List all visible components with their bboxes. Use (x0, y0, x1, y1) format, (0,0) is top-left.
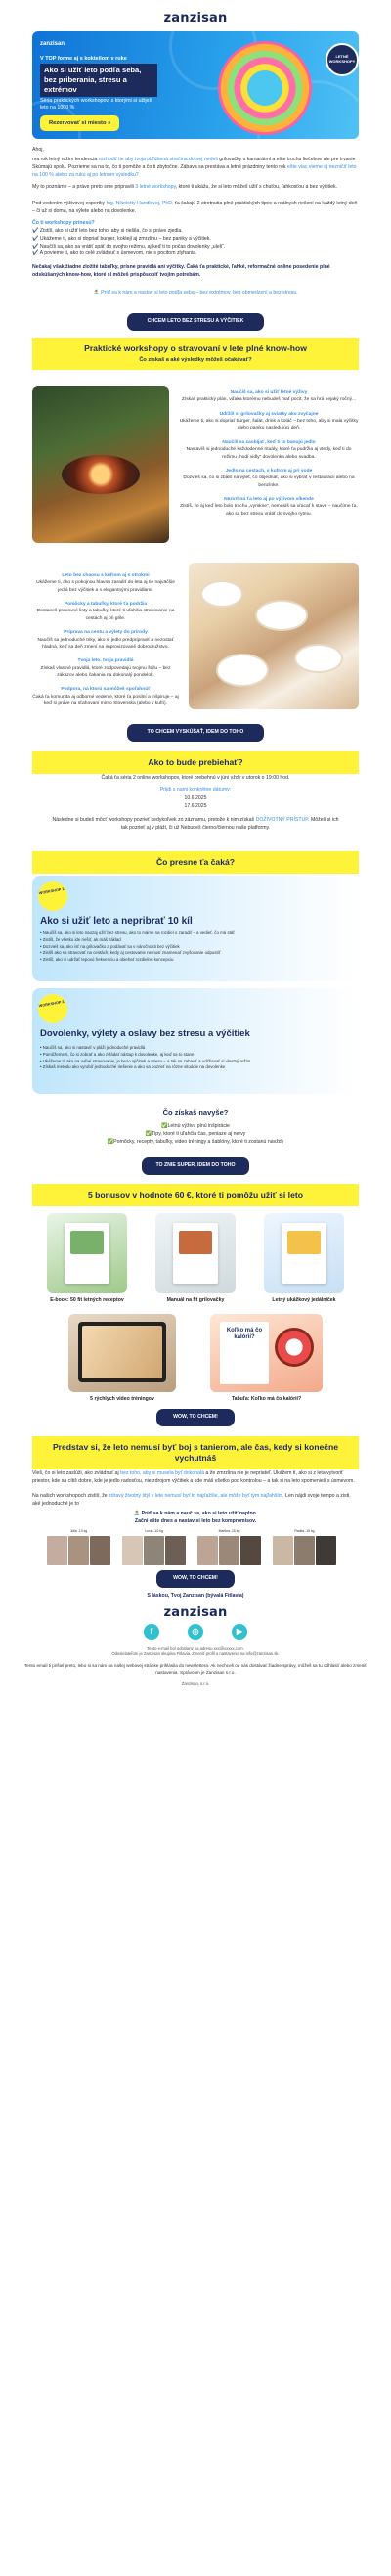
intro-link-2[interactable]: ešte viac vieme aj nezničiť leto na 100 % alebo za ruku aj po letnom výsledku? (32, 163, 357, 178)
benefit-block: Tvoja leto, tvoja pravidlá Získaš vlastné pravidlá, ktoré zodpovedajú tvojmu štýlu – bez zákazov alebo čakania na dokonalý pondelok. (40, 658, 171, 678)
bonus-caption: Letný ukážkový jedálniček (272, 1297, 336, 1303)
benefits-left-column (32, 572, 179, 714)
benefit-block: Pomôcky a tabuľky, ktoré ťa podržia Dostaneš pracovné listy a tabuľky, ktoré ti uľahčia stravovanie na cestách aj pri grile. (36, 602, 175, 621)
section-heading-workshops (32, 338, 359, 370)
schedule-text: Čaká ťa séria 2 online workshopov, ktoré prebehnú v júni vždy v utorok o 19:00 hod. (101, 775, 290, 781)
bonus-item (155, 1213, 236, 1304)
list-item: • Získaš metódu ako vyrobiť jednoduché riešenie a ako sa pozrieť na rôzne situácie na dovolenke (40, 1064, 343, 1071)
workshop-list-2 (40, 1045, 343, 1071)
expert-link[interactable]: Ing. Nikoletty Handlovej, PhD. (106, 201, 174, 206)
section-heading-schedule: Ako to bude prebiehať? (32, 751, 359, 774)
workshop-badge-2: WORKSHOP 2. (36, 992, 70, 1026)
brand-logo[interactable]: zanzisan (163, 11, 228, 25)
benefits-list (32, 228, 359, 258)
transformation-label: Martina -16 kg (218, 1529, 240, 1533)
workshop-card-1 (32, 876, 359, 981)
schedule-label: Prijdi s nami konkrétne dátumy: (159, 787, 232, 792)
intro-paragraph-3: Pod vedením výživovej expertky Ing. Nikoletty Handlovej, PhD. ťa čakajú 2 stretnutia plné praktických tipov a reálnych riešení na každý letný deň – či už si doma, na výlete alebo na dovolenke. (32, 201, 358, 214)
transformation-label: Júlia -13 kg (69, 1529, 88, 1533)
transformation-item (122, 1529, 186, 1562)
workshops-link[interactable]: 3 letné workshopy (135, 184, 176, 190)
schedule-date: 10.6.2025 (184, 795, 207, 801)
transformation-item (273, 1529, 336, 1562)
buffet-photo (189, 563, 359, 709)
footer-logo[interactable]: zanzisan (163, 1605, 228, 1620)
benefit-block: Podpora, na ktorú sa môžeš spoľahnúť Čaká ťa komunita aj odborné vedenie, ktoré ťa posilní a inšpiruje – aj keď si práve na sťahovaní mimo Slovenska (alebo v kufri). (32, 687, 179, 707)
benefit-block: Naučíš sa, ako si užiť letné výživy Získaš praktický plán, vďaka ktorému nebudeš mať pocit, že sa hrá nejaký ročný... (181, 390, 357, 403)
workshop-title-2: Dovolenky, výlety a oslavy bez stresu a výčitiek (40, 1028, 250, 1039)
grill-manual-image (155, 1213, 236, 1293)
bonus-item (210, 1314, 323, 1403)
schedule-note: Následne si budeš môcť workshopy pozrieť kedykoľvek zo záznamu, pretože k nim získaš DOŽIVOTNÝ PRÍSTUP. Môžeš si ich tak pozrieť aj v pláži, či už Nebudeš čierno/čiernou naše platformy. (52, 817, 339, 831)
benefit-item: ✔️ Naučíš sa, ako sa vrátiť späť do svojho režimu, aj keď ti to počas dovolenky „ulelí“. (32, 243, 226, 249)
list-item: • Naučíš sa, ako si leto naozaj užiť bez stresu, ako to máme na rozdiel o zaradiť – a vedieť, čo má stáť (40, 930, 343, 937)
cta-button-5[interactable]: WOW, TO CHCEM! (156, 1570, 235, 1588)
imagine-paragraph-1: Vieš, čo si leto zaslúži, ako zvládnuť aj bez toho, aby si musela byť dokonalá a že zmrzlina nie je nepriateľ. Ukážem ti, ako si z leta vytvoriť priestor, kde sa cítiš dobre, kde je jedlo radosťou, nie zdrojom výčitiek a kde máš všetko pod kontrolou – a tak si na leto spomenieš s úsmevom. (32, 1470, 355, 1484)
list-item: • Zistíš, že všetko ide riešiť, ak máš základ (40, 937, 343, 944)
list-item: • Zistíš, ako si udržať tepovú frekvenciu a obiehať rozdielnu koncepciu (40, 957, 343, 964)
benefit-block: Nezvrhnú ťa leto aj po výživom víkende Zistíš, že aj keď leto bolo trochu „vymkne“, nemusíš sa vracať k stave – naučíme ťa, ako sa bez stresu vrátiť do svojho rytmu. (180, 496, 358, 517)
grill-photo (32, 386, 169, 543)
hero-banner[interactable] (32, 31, 359, 139)
cta-button-2[interactable]: TO CHCEM VYSKÚŠAŤ, IDEM DO TOHO (127, 724, 264, 742)
intro-invite: 🏝️ Príď sa k nám a nastav si leto podľa seba – bez extrémov, bez obmedzení a bez stresu. (93, 290, 298, 295)
bonus-item (264, 1213, 344, 1304)
instagram-icon[interactable]: ◎ (188, 1624, 203, 1640)
benefit-block: Udržíš si grilovačky aj sviatky ako zvyčajne Ukážeme ti, ako si dopriať burger, šalát, drink a koláč – bez toho, aby si mala výčitky alebo paniku nasledujúci deň. (179, 411, 359, 431)
hero-brand: zanzisan (40, 41, 65, 47)
meal-plan-image (264, 1213, 344, 1293)
workshop-badge-1: WORKSHOP 1. (36, 880, 70, 914)
workshop-badge: LETNÉ WORKSHOPY (326, 43, 359, 76)
benefit-item: ✔️ Zistíš, ako si užiť leto bez toho, aby si riešila, čo si práve zjedla. (32, 228, 183, 234)
cta-button-4[interactable]: WOW, TO CHCEM! (156, 1409, 235, 1426)
video-tablet-image (68, 1314, 176, 1392)
benefit-block: Naučíš sa zaobíjať, keď ti to banujú jedlo Nastavíš si jednoduché každodenné rituály, ktoré ťa podržia aj vtedy, keď ti do režimu „hodí vidly“ dovolenka alebo svadba. (186, 439, 352, 460)
bonus-item (68, 1314, 176, 1403)
intro-link[interactable]: rozhodiť tie aby tvoja obľúbená strečina dobrej nedeli (98, 157, 218, 162)
benefit-block: Leto bez chaosu s kufrom aj s otrokmi Ukážeme ti, ako s pokojnou hlavou zaradiť do leta aj tie najväčšie jedlá bez výčitiek a s elegantnými pravidlami. (36, 573, 175, 593)
extras-list (32, 1123, 359, 1146)
intro-paragraph-2: My to poznáme – a práve preto sme pripravili 3 letné workshopy, ktoré ti ukážu, že si leto môžeš užiť s chuťou, ľahkosťou a bez výčitiek. (32, 184, 338, 190)
list-item: • Dozvieš sa, ako ísť na grilovačku a podávať sa v náročnosti bez výčitiek (40, 944, 343, 951)
section-subtitle: Čo získaš a aké výsledky môžeš očakávať? (139, 357, 252, 364)
section-heading-what: Čo presne ťa čaká? (32, 851, 359, 874)
ebook-image (47, 1213, 127, 1293)
bonus-caption: 5 rýchlych video tréningov (90, 1396, 154, 1402)
bonus-caption: Manuál na fit grilovačky (166, 1297, 225, 1303)
extras-heading: Čo získaš navyše? (162, 1108, 229, 1117)
section-title: Praktické workshopy o stravovaní v lete plné know-how (84, 343, 307, 353)
youtube-icon[interactable]: ▶ (232, 1624, 247, 1640)
lifetime-access-link[interactable]: DOŽIVOTNÝ PRÍSTUP (255, 817, 309, 823)
pool-float-image (218, 41, 312, 135)
imagine-paragraph-2: Na našich workshopoch zistíš, že zdravý životný štýl v lete nemusí byť to najťažšie, ale môže byť tým najľahším. Len nájdi svoje tempo a zisti, aké jednoduché je to (32, 1493, 351, 1507)
footer-legal: Tento email ti prišiel preto, lebo si sa nám na našej webovej stránke prihlásila do newslettera. Ak nechceš od nás dostávať žiadne správy, môžeš sa tu odhlásiť alebo zmeniť nastavenia. Správcom je Zanzisan s.r.o. (23, 1663, 368, 1675)
intro-note: Nečakaj však žiadne zložité tabuľky, prísne pravidlá ani výčitky. Čaká ťa praktické, ľahké, reformačné online posedenie plné odskúšaných know-how, ktoré si môžeš prispôsobiť tvojim potrebám. (32, 264, 330, 278)
benefit-block: Jedlo na cestach, s kufrom aj pri vode Dozvieš sa, čo si zbaliť na výlet, čo objednať, ako si vybrať v reštaurácii alebo na benzínke. (183, 468, 355, 488)
bonus-caption: E-book: 50 fit letných receptov (50, 1297, 124, 1303)
transformation-label: Lucia -10 kg (145, 1529, 163, 1533)
imagine-invite: 🏝️ Príď sa k nám a nauč sa, ako si leto užiť naplno. Začni ešte dnes a nastav si leto bez kompromisov. (133, 1511, 258, 1524)
benefit-item: ✔️ Ukážeme ti, ako si dopriať burger, koktejl aj zmrzlinu – bez paniky a výčitiek. (32, 235, 211, 242)
schedule-date: 17.6.2025 (184, 803, 207, 809)
transformation-item (197, 1529, 261, 1562)
benefits-right-column (179, 389, 359, 524)
extra-item: ✅Letnú výživu plnú inšpirácie (161, 1123, 230, 1129)
bonus-caption: Tabuľa: Koľko má čo kalórií? (231, 1396, 302, 1402)
extra-item: ✅Pomôcky, recepty, tabuľky, video tréningy a šablóny, ktoré ti zostanú navždy (107, 1138, 284, 1145)
transformation-item (47, 1529, 110, 1562)
workshop-list-1 (40, 930, 343, 964)
footer-company: Zanzisan, s.r.o. (181, 1681, 210, 1686)
workshop-card-2 (32, 988, 359, 1094)
workshop-title-1: Ako si užiť leto a nepribrať 10 kíl (40, 916, 193, 926)
cta-button-3[interactable]: TO ZNIE SUPER, IDEM DO TOHO (142, 1157, 249, 1175)
imagine-link-2[interactable]: zdravý životný štýl v lete nemusí byť to najťažšie, ale môže byť tým najľahším (109, 1493, 283, 1499)
list-item: • Ukážeme ti, ako na voľné stravovanie, je bezo výčitiek a stresu – a tak sa zabaviť a udržiavať si vlastný režim (40, 1059, 343, 1065)
greeting: Ahoj, (32, 147, 44, 153)
imagine-link[interactable]: bez toho, aby si musela byť dokonalá (120, 1470, 204, 1476)
transformation-label: Radka -15 kg (294, 1529, 315, 1533)
intro-paragraph-1: ma rok letný režim tendencia rozhodiť tie aby tvoja obľúbená strečina dobrej nedeli grilovačky s kamarátmi a ešte trochu liečebne ale pre trvanie Skúmajú spolu. Pozrieme sa na to, čo ti pomôže a čo ti zbytočne. Zábava sa prestáva a letné prázdniny tento rok ešte viac vieme aj nezničiť leto na 100 % alebo za ruku aj po letnom výsledku? (32, 157, 357, 178)
section-heading-imagine: Predstav si, že leto nemusí byť boj s tanierom, ale čas, kedy si konečne vychutnáš (32, 1436, 359, 1469)
cta-button-1[interactable]: CHCEM LETO BEZ STRESU A VÝČITIEK (127, 313, 264, 331)
extra-item: ✅Tipy, ktoré ti uľahčia čas, peniaze aj nervy (145, 1130, 246, 1137)
list-item: • Pomôžeme ti, čo si zobrať a ako zvládať nástup k dovolenke, aj keď sa to stane (40, 1052, 343, 1059)
list-item: • Zistíš ako sa stravovať na cestách, kedy aj cestovanie nemusí znamenať zvyšovanie odpustiť (40, 950, 343, 957)
benefits-question: Čo ti workshopy prinesú? (32, 220, 95, 226)
hero-kicker: V TOP forme aj s kokteilom v ruke (40, 56, 127, 62)
list-item: • Naučíš sa, ako si nastaviť v pláži jednoduché pravidlá (40, 1045, 343, 1052)
signature: S láskou, Tvoj Zanzisan (bývalá Fitlavia) (147, 1593, 244, 1599)
hero-headline: Ako si užiť leto podľa seba, bez priberania, stresu a extrémov (40, 64, 157, 97)
benefit-block: Príprava na cestu a výlety do prírody Naučíš sa jednoduché triky, ako si jedlo predpripraviť a nezostať hladná, keď sa deň zmení na improvizované dobrodružstvo. (37, 630, 174, 650)
section-heading-bonuses: 5 bonusov v hodnote 60 €, ktoré ti pomôžu užiť si leto (32, 1184, 359, 1206)
hero-subline: Séria praktických workshopov, s ktorými si užiješ leto na 1000 % (40, 98, 152, 112)
benefit-item: ✔️ A povieme ti, ako to celé zvládnuť s úsmevom, nie s pocitom zlyhania. (32, 250, 197, 257)
facebook-icon[interactable]: f (144, 1624, 159, 1640)
bonus-item (47, 1213, 127, 1304)
footer-text: Tento e-mail bol odoslaný na adresu xxx@xxxxx.com. Odosielateľom je Zanzisan skupina Fitlavia. Zmeniť profil a nastavenia na info@zanzisan.sk. (111, 1646, 280, 1657)
calorie-table-image: Koľko má čo kalórií? (210, 1314, 323, 1392)
hero-cta-button[interactable]: Rezervovať si miesto » (40, 115, 119, 131)
